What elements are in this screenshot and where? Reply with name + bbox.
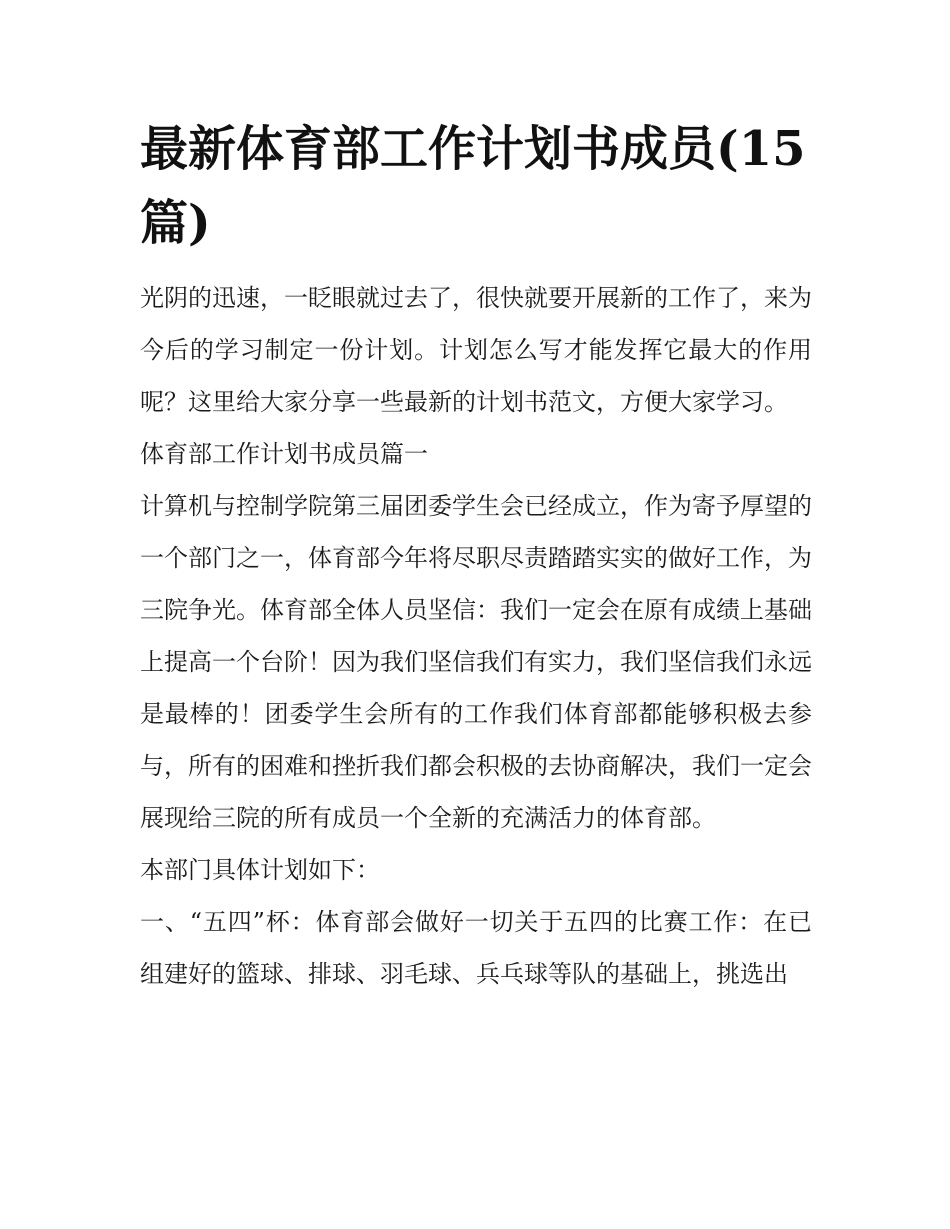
intro-paragraph: 光阴的迅速，一眨眼就过去了，很快就要开展新的工作了，来为今后的学习制定一份计划。计划怎么写才能发挥它最大的作用呢？这里给大家分享一些最新的计划书范文，方便大家学习。	[140, 284, 812, 416]
document-title: 最新体育部工作计划书成员(15篇)	[140, 121, 806, 251]
body-paragraph: 计算机与控制学院第三届团委学生会已经成立，作为寄予厚望的一个部门之一，体育部今年将尽职尽责踏踏实实的做好工作，为三院争光。体育部全体人员坚信：我们一定会在原有成绩上基础上提高一个台阶！因为我们坚信我们有实力，我们坚信我们永远是最棒的！团委学生会所有的工作我们体育部都能够积极去参与，所有的困难和挫折我们都会积极的去协商解决，我们一定会展现给三院的所有成员一个全新的充满活力的体育部。	[140, 492, 812, 832]
plan-intro-paragraph: 本部门具体计划如下：	[140, 856, 380, 884]
section-heading: 体育部工作计划书成员篇一	[140, 440, 428, 468]
plan-item-paragraph: 一、“五四”杯：体育部会做好一切关于五四的比赛工作：在已组建好的篮球、排球、羽毛球、兵乓球等队的基础上，挑选出	[140, 908, 812, 988]
document-body	[140, 272, 812, 1000]
